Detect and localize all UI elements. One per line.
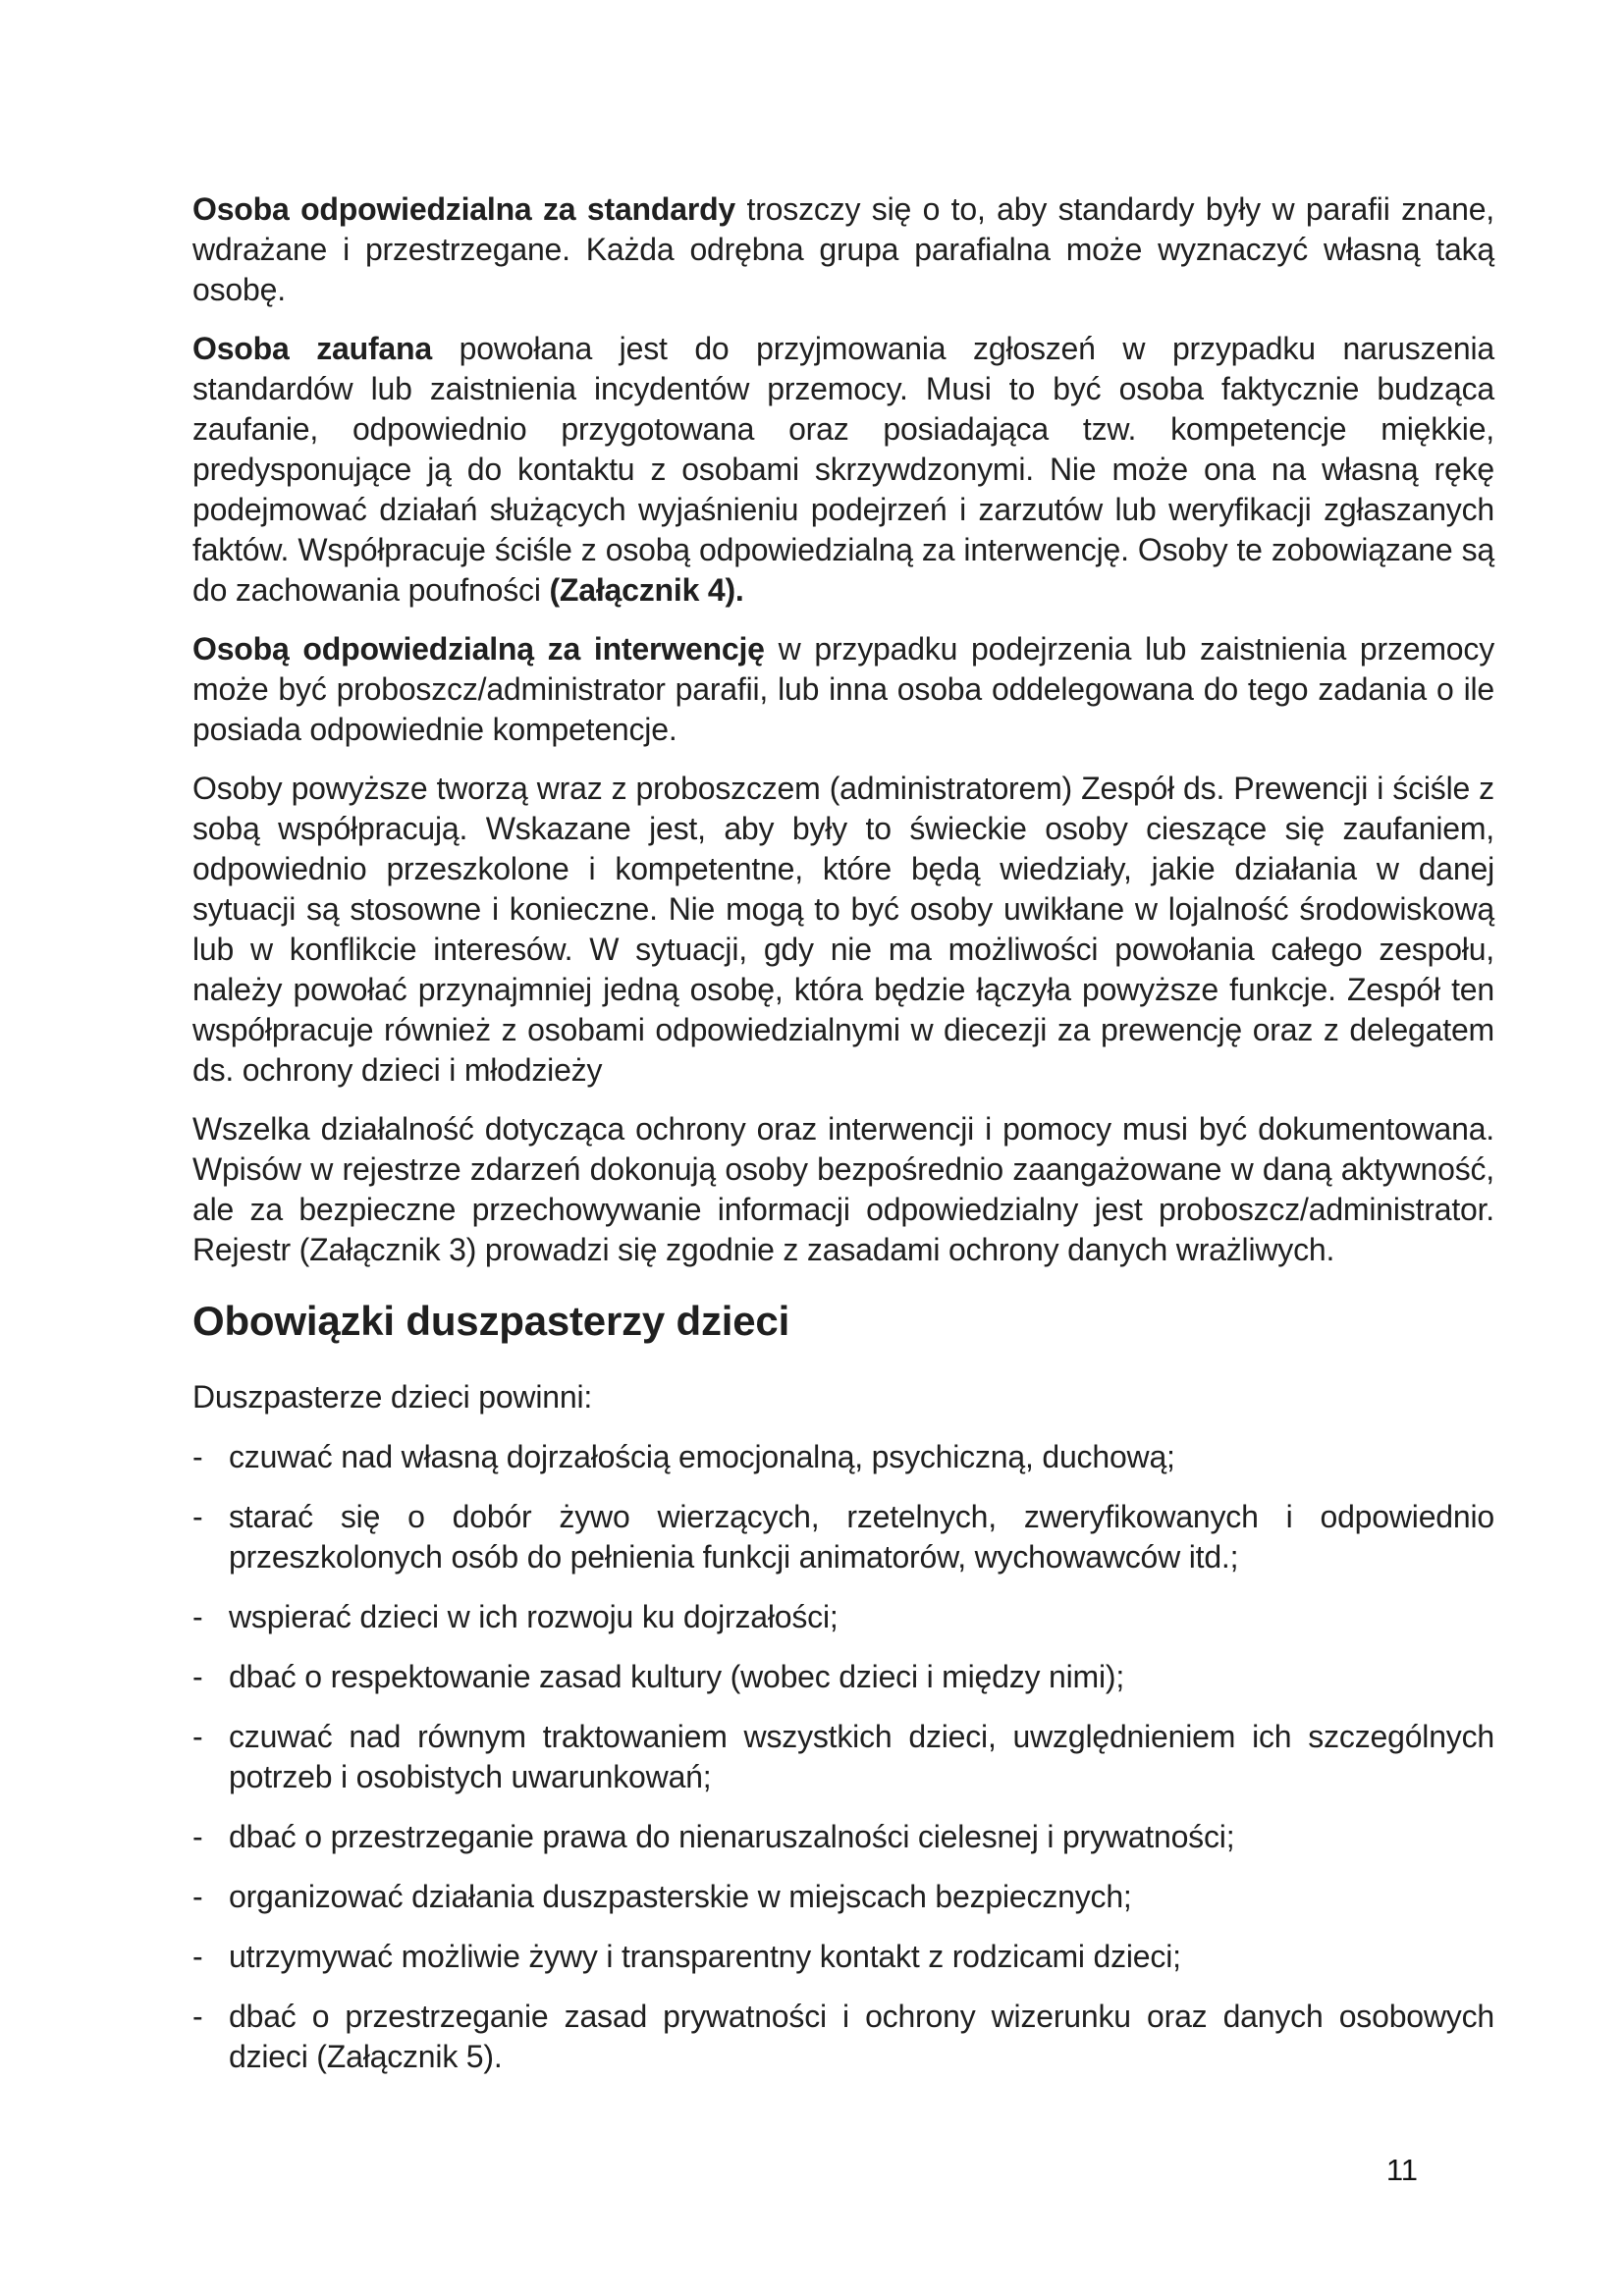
dash-bullet: - bbox=[192, 1659, 203, 1694]
dash-bullet: - bbox=[192, 1999, 203, 2034]
section-heading: Obowiązki duszpasterzy dzieci bbox=[192, 1298, 790, 1344]
list-item bbox=[192, 1497, 1494, 1577]
paragraph-text: troszczy się o to, aby standardy były w parafii znane, wdrażane i przestrzegane. Każda odrębna grupa parafialna może wyznaczyć własną taką osobę. bbox=[192, 191, 1494, 307]
dash-bullet: - bbox=[192, 1719, 203, 1754]
paragraph-tail-bold: (Załącznik 4). bbox=[549, 572, 744, 608]
paragraph-text: w przypadku podejrzenia lub zaistnienia przemocy może być proboszcz/administrator parafii, lub inna osoba oddelegowana do tego zadania o ile posiada odpowiednie kompetencje. bbox=[192, 631, 1494, 747]
duties-list bbox=[192, 1437, 1494, 2077]
paragraph-text: Osoby powyższe tworzą wraz z proboszczem (administratorem) Zespół ds. Prewencji i ściśle z sobą współpracują. Wskazane jest, aby były to świeckie osoby cieszące się zaufaniem, odpowiednio przeszkolone i kompetentne, które będą wiedziały, jakie działania w danej sytuacji są stosowne i konieczne. Nie mogą to być osoby uwikłane w lojalność środowiskową lub w konflikcie interesów. W sytuacji, gdy nie ma możliwości powołania całego zespołu, należy powołać przynajmniej jedną osobę, która będzie łączyła powyższe funkcje. Zespół ten współpracuje również z osobami odpowiedzialnymi w diecezji za prewencję oraz z delegatem ds. ochrony dzieci i młodzieży bbox=[192, 771, 1494, 1088]
list-item bbox=[192, 1597, 1494, 1637]
list-item-text: czuwać nad własną dojrzałością emocjonalną, psychiczną, duchową; bbox=[229, 1439, 1175, 1474]
page-content bbox=[192, 189, 1494, 2097]
paragraph-lead-bold: Osobą odpowiedzialną za interwencję bbox=[192, 631, 765, 667]
list-item bbox=[192, 1997, 1494, 2077]
dash-bullet: - bbox=[192, 1599, 203, 1634]
paragraph-osoba-interwencja bbox=[192, 629, 1494, 750]
list-item bbox=[192, 1437, 1494, 1477]
list-item bbox=[192, 1877, 1494, 1917]
paragraph-text: Wszelka działalność dotycząca ochrony oraz interwencji i pomocy musi być dokumentowana. Wpisów w rejestrze zdarzeń dokonują osoby bezpośrednio zaangażowane w daną aktywność, ale za bezpieczne przechowywanie informacji odpowiedzialny jest proboszcz/administrator. Rejestr (Załącznik 3) prowadzi się zgodnie z zasadami ochrony danych wrażliwych. bbox=[192, 1111, 1494, 1267]
list-item-text: czuwać nad równym traktowaniem wszystkich dzieci, uwzględnieniem ich szczególnych potrzeb i osobistych uwarunkowań; bbox=[229, 1719, 1494, 1794]
paragraph-lead-bold: Osoba odpowiedzialna za standardy bbox=[192, 191, 736, 227]
dash-bullet: - bbox=[192, 1939, 203, 1974]
list-item-text: utrzymywać możliwie żywy i transparentny kontakt z rodzicami dzieci; bbox=[229, 1939, 1181, 1974]
page-number: 11 bbox=[1385, 2153, 1418, 2187]
list-item bbox=[192, 1817, 1494, 1857]
list-item-text: dbać o przestrzeganie zasad prywatności i ochrony wizerunku oraz danych osobowych dzieci (Załącznik 5). bbox=[229, 1999, 1494, 2074]
paragraph-lead-bold: Osoba zaufana bbox=[192, 331, 432, 366]
paragraph-text: powołana jest do przyjmowania zgłoszeń w przypadku naruszenia standardów lub zaistnienia incydentów przemocy. Musi to być osoba faktycznie budząca zaufanie, odpowiednio przygotowana oraz posiadająca tzw. kompetencje miękkie, predysponujące ją do kontaktu z osobami skrzywdzonymi. Nie może ona na własną rękę podejmować działań służących wyjaśnieniu podejrzeń i zarzutów lub weryfikacji zgłaszanych faktów. Współpracuje ściśle z osobą odpowiedzialną za interwencję. Osoby te zobowiązane są do zachowania poufności bbox=[192, 331, 1494, 608]
paragraph-dokumentacja bbox=[192, 1109, 1494, 1270]
list-item-text: dbać o przestrzeganie prawa do nienaruszalności cielesnej i prywatności; bbox=[229, 1819, 1235, 1854]
dash-bullet: - bbox=[192, 1499, 203, 1534]
dash-bullet: - bbox=[192, 1439, 203, 1474]
list-item-text: dbać o respektowanie zasad kultury (wobec dzieci i między nimi); bbox=[229, 1659, 1125, 1694]
paragraph-zespol-prewencji bbox=[192, 769, 1494, 1091]
list-item bbox=[192, 1717, 1494, 1797]
list-item bbox=[192, 1657, 1494, 1697]
list-item-text: wspierać dzieci w ich rozwoju ku dojrzałości; bbox=[229, 1599, 839, 1634]
dash-bullet: - bbox=[192, 1879, 203, 1914]
list-item bbox=[192, 1937, 1494, 1977]
paragraph-osoba-zaufana bbox=[192, 329, 1494, 611]
list-item-text: organizować działania duszpasterskie w miejscach bezpiecznych; bbox=[229, 1879, 1132, 1914]
paragraph-osoba-standardy bbox=[192, 189, 1494, 310]
list-intro: Duszpasterze dzieci powinni: bbox=[192, 1379, 593, 1415]
dash-bullet: - bbox=[192, 1819, 203, 1854]
list-item-text: starać się o dobór żywo wierzących, rzetelnych, zweryfikowanych i odpowiednio przeszkolonych osób do pełnienia funkcji animatorów, wychowawców itd.; bbox=[229, 1499, 1494, 1575]
